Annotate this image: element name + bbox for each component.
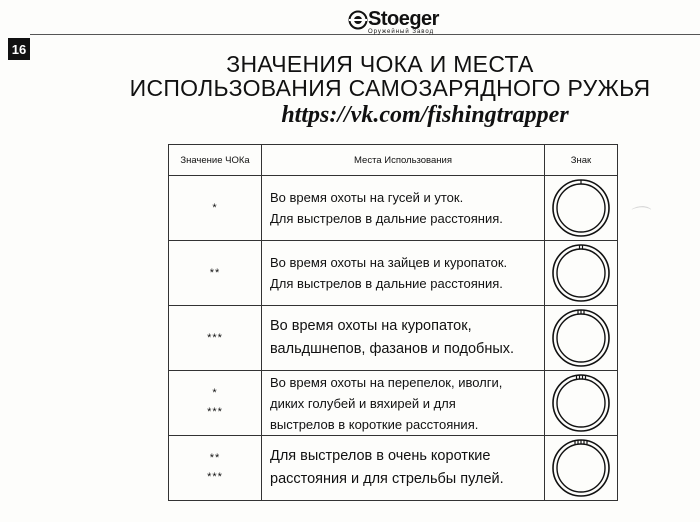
page-number-badge (8, 38, 30, 60)
sign-cell (545, 371, 618, 436)
page-title-line-2: ИСПОЛЬЗОВАНИЯ САМОЗАРЯДНОГО РУЖЬЯ (129, 75, 651, 101)
usage-text: Во время охоты на гусей и уток. (270, 190, 464, 205)
sign-cell (545, 176, 618, 241)
choke-value-cell (169, 371, 262, 436)
stoeger-logo-icon (348, 10, 368, 30)
usage-cell (262, 371, 545, 436)
usage-cell (262, 241, 545, 306)
sign-cell (545, 241, 618, 306)
usage-cell (262, 436, 545, 501)
choke-value: * (212, 387, 218, 399)
sign-cell (545, 436, 618, 501)
choke-ring-icon (551, 373, 611, 433)
choke-table (168, 144, 618, 501)
choke-value-cell (169, 241, 262, 306)
brand-subtitle: Оружейный Завод (368, 29, 435, 35)
choke-value-cell (169, 176, 262, 241)
header-choke-value: Значение ЧОКа (169, 145, 262, 176)
choke-value: *** (207, 471, 223, 483)
usage-text: Для выстрелов в дальние расстояния. (270, 276, 503, 291)
usage-cell (262, 306, 545, 371)
choke-value: ** (209, 266, 221, 279)
brand-name: Stoeger (368, 8, 439, 30)
table-row (169, 371, 618, 436)
table-row (169, 241, 618, 306)
usage-cell (262, 176, 545, 241)
table-header-row (169, 145, 618, 176)
choke-value: *** (207, 331, 223, 344)
usage-text: Для выстрелов в очень короткие (270, 448, 491, 464)
table-row (169, 436, 618, 501)
brand-logo (348, 8, 458, 36)
choke-ring-icon (551, 308, 611, 368)
sign-cell (545, 306, 618, 371)
usage-text: Во время охоты на зайцев и куропаток. (270, 255, 508, 270)
choke-ring-icon (551, 178, 611, 238)
usage-text: выстрелов в короткие расстояния. (270, 416, 479, 432)
usage-text: Во время охоты на куропаток, (270, 318, 472, 334)
choke-value: * (212, 201, 218, 214)
usage-text: вальдшнепов, фазанов и подобных. (270, 341, 515, 357)
usage-text: расстояния и для стрельбы пулей. (270, 471, 504, 487)
pencil-mark: ⌒ (628, 204, 648, 228)
choke-value-cell (169, 436, 262, 501)
table-row (169, 176, 618, 241)
choke-ring-icon (551, 438, 611, 498)
choke-value: ** (209, 452, 221, 464)
choke-value-cell (169, 306, 262, 371)
table-row (169, 306, 618, 371)
page-title-line-1: ЗНАЧЕНИЯ ЧОКА И МЕСТА (226, 51, 534, 77)
choke-value: *** (207, 406, 223, 418)
page-number: 16 (11, 41, 27, 57)
usage-text: Во время охоты на перепелок, иволги, (270, 374, 503, 390)
header-sign: Знак (545, 145, 618, 176)
watermark-url: https://vk.com/fishingtrapper (281, 102, 569, 128)
header-usage: Места Использования (262, 145, 545, 176)
usage-text: диких голубей и вяхирей и для (270, 395, 456, 411)
choke-ring-icon (551, 243, 611, 303)
usage-text: Для выстрелов в дальние расстояния. (270, 211, 503, 226)
